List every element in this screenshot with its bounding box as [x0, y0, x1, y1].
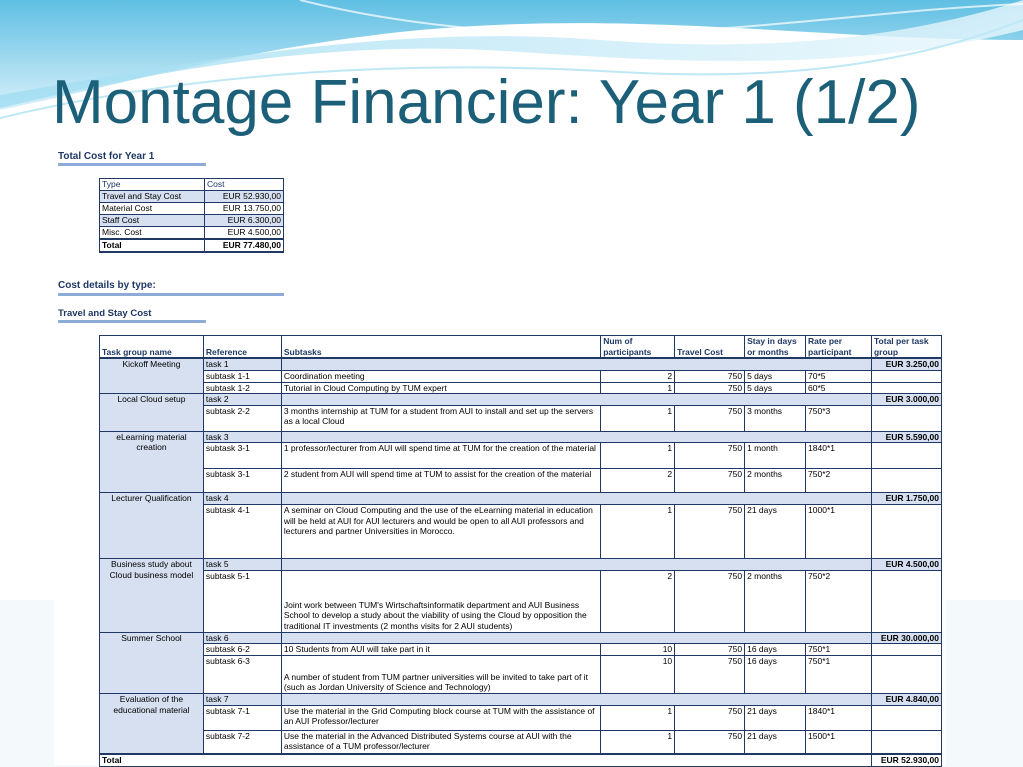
subtask-reference: subtask 3-1 [203, 443, 281, 469]
subtask-rate: 1000*1 [806, 505, 872, 559]
summary-type: Material Cost [100, 203, 205, 215]
task-row [100, 493, 942, 505]
details-heading-underline [58, 293, 284, 296]
table-row [100, 730, 942, 754]
task-reference: task 2 [203, 394, 281, 406]
subtask-total-blank [871, 469, 941, 493]
table-row [100, 215, 284, 227]
col-task-group: Task group name [100, 336, 204, 359]
subtask-description: A seminar on Cloud Computing and the use of the eLearning material in education will be held at AUI for AUI lecturers and would be open to all AUI professors and lecturers and partner Universities in Morocco. [281, 505, 600, 559]
subtask-description: 2 student from AUI will spend time at TUM to assist for the creation of the material [281, 469, 600, 493]
travel-total-row [100, 754, 942, 766]
subtask-total-blank [871, 382, 941, 394]
subtask-total-blank [871, 405, 941, 431]
col-subtasks: Subtasks [281, 336, 600, 359]
summary-type: Travel and Stay Cost [100, 191, 205, 203]
subtask-travel-cost: 750 [675, 644, 745, 656]
subtask-reference: subtask 5-1 [203, 570, 281, 632]
subtask-reference: subtask 6-3 [203, 655, 281, 693]
travel-heading: Travel and Stay Cost [58, 308, 152, 319]
subtask-travel-cost: 750 [675, 382, 745, 394]
task-reference: task 3 [203, 431, 281, 443]
col-stay: Stay in days or months [745, 336, 806, 359]
task-row-fill [281, 493, 871, 505]
task-group-total: EUR 30.000,00 [871, 632, 941, 644]
task-group-name: Kickoff Meeting [100, 358, 204, 393]
subtask-total-blank [871, 570, 941, 632]
subtask-rate: 750*1 [806, 655, 872, 693]
subtask-reference: subtask 4-1 [203, 505, 281, 559]
subtask-description: Use the material in the Grid Computing block course at TUM with the assistance of an AUI Professor/lecturer [281, 705, 600, 730]
subtask-rate: 750*3 [806, 405, 872, 431]
table-row [100, 382, 942, 394]
table-row [100, 644, 942, 656]
table-row [100, 469, 942, 493]
task-group-total: EUR 4.500,00 [871, 559, 941, 571]
subtask-description: Coordination meeting [281, 370, 600, 382]
subtask-travel-cost: 750 [675, 705, 745, 730]
subtask-reference: subtask 2-2 [203, 405, 281, 431]
subtask-num-participants: 1 [601, 730, 675, 754]
subtask-stay: 5 days [745, 382, 806, 394]
subtask-travel-cost: 750 [675, 405, 745, 431]
table-row [100, 570, 942, 632]
subtask-num-participants: 2 [601, 469, 675, 493]
col-rate: Rate per participant [806, 336, 872, 359]
subtask-total-blank [871, 505, 941, 559]
subtask-reference: subtask 1-1 [203, 370, 281, 382]
subtask-description: Joint work between TUM's Wirtschaftsinformatik department and AUI Business School to develop a study about the viability of using the Cloud by opposition the traditional IT investments (2 months visits for 2 AUI students) [281, 570, 600, 632]
subtask-num-participants: 1 [601, 705, 675, 730]
subtask-num-participants: 10 [601, 655, 675, 693]
task-group-total: EUR 3.000,00 [871, 394, 941, 406]
subtask-rate: 750*2 [806, 469, 872, 493]
travel-header-row [100, 336, 942, 359]
task-row [100, 632, 942, 644]
col-travel-cost: Travel Cost [675, 336, 745, 359]
task-row-fill [281, 358, 871, 370]
table-row [100, 655, 942, 693]
summary-col-cost: Cost [205, 179, 284, 191]
subtask-total-blank [871, 370, 941, 382]
summary-total-label: Total [100, 239, 205, 252]
summary-type: Misc. Cost [100, 227, 205, 240]
subtask-stay: 21 days [745, 505, 806, 559]
subtask-total-blank [871, 705, 941, 730]
subtask-reference: subtask 1-2 [203, 382, 281, 394]
subtask-stay: 2 months [745, 469, 806, 493]
task-group-name: Local Cloud setup [100, 394, 204, 432]
travel-cost-table [99, 335, 942, 767]
subtask-stay: 16 days [745, 644, 806, 656]
task-group-total: EUR 4.840,00 [871, 693, 941, 705]
subtask-rate: 750*1 [806, 644, 872, 656]
task-row [100, 693, 942, 705]
subtask-description: Use the material in the Advanced Distributed Systems course at AUI with the assistance of a TUM professor/lecturer [281, 730, 600, 754]
summary-col-type: Type [100, 179, 205, 191]
task-group-total: EUR 1.750,00 [871, 493, 941, 505]
task-group-total: EUR 5.590,00 [871, 431, 941, 443]
subtask-num-participants: 10 [601, 644, 675, 656]
table-row [100, 705, 942, 730]
subtask-travel-cost: 750 [675, 655, 745, 693]
table-row [100, 191, 284, 203]
subtask-description: A number of student from TUM partner universities will be invited to take part of it (such as Jordan University of Science and Technology) [281, 655, 600, 693]
task-row [100, 358, 942, 370]
summary-total-value: EUR 77.480,00 [205, 239, 284, 252]
task-row-fill [281, 559, 871, 571]
task-group-name: Lecturer Qualification [100, 493, 204, 559]
travel-total-label: Total [100, 754, 872, 766]
task-row-fill [281, 693, 871, 705]
table-row [100, 370, 942, 382]
col-num-participants: Num of participants [601, 336, 675, 359]
subtask-travel-cost: 750 [675, 469, 745, 493]
subtask-reference: subtask 6-2 [203, 644, 281, 656]
summary-cost: EUR 52.930,00 [205, 191, 284, 203]
subtask-stay: 21 days [745, 730, 806, 754]
subtask-reference: subtask 3-1 [203, 469, 281, 493]
subtask-num-participants: 1 [601, 405, 675, 431]
summary-cost: EUR 4.500,00 [205, 227, 284, 240]
task-reference: task 5 [203, 559, 281, 571]
subtask-travel-cost: 750 [675, 443, 745, 469]
subtask-stay: 21 days [745, 705, 806, 730]
subtask-travel-cost: 750 [675, 730, 745, 754]
task-row [100, 431, 942, 443]
subtask-travel-cost: 750 [675, 570, 745, 632]
summary-table [99, 178, 284, 253]
subtask-travel-cost: 750 [675, 370, 745, 382]
subtask-stay: 5 days [745, 370, 806, 382]
task-group-name: Business study about Cloud business model [100, 559, 204, 633]
document-area [54, 150, 946, 765]
subtask-stay: 3 months [745, 405, 806, 431]
task-row-fill [281, 394, 871, 406]
task-group-name: Evaluation of the educational material [100, 693, 204, 754]
table-row [100, 203, 284, 215]
task-row-fill [281, 431, 871, 443]
summary-cost: EUR 6.300,00 [205, 215, 284, 227]
task-row [100, 394, 942, 406]
travel-heading-underline [58, 320, 206, 323]
subtask-rate: 70*5 [806, 370, 872, 382]
task-reference: task 4 [203, 493, 281, 505]
subtask-rate: 750*2 [806, 570, 872, 632]
subtask-rate: 1840*1 [806, 705, 872, 730]
task-row-fill [281, 632, 871, 644]
subtask-total-blank [871, 655, 941, 693]
subtask-description: 1 professor/lecturer from AUI will spend time at TUM for the creation of the material [281, 443, 600, 469]
subtask-rate: 1840*1 [806, 443, 872, 469]
task-reference: task 6 [203, 632, 281, 644]
task-row [100, 559, 942, 571]
subtask-description: 3 months internship at TUM for a student from AUI to install and set up the servers as a local Cloud [281, 405, 600, 431]
subtask-rate: 1500*1 [806, 730, 872, 754]
subtask-num-participants: 1 [601, 505, 675, 559]
subtask-num-participants: 1 [601, 382, 675, 394]
subtask-description: 10 Students from AUI will take part in it [281, 644, 600, 656]
subtask-total-blank [871, 443, 941, 469]
subtask-total-blank [871, 730, 941, 754]
task-reference: task 7 [203, 693, 281, 705]
subtask-stay: 2 months [745, 570, 806, 632]
summary-heading-underline [58, 163, 206, 166]
subtask-num-participants: 2 [601, 370, 675, 382]
table-row [100, 405, 942, 431]
summary-heading: Total Cost for Year 1 [58, 151, 155, 162]
summary-header-row [100, 179, 284, 191]
subtask-travel-cost: 750 [675, 505, 745, 559]
col-total-per-group: Total per task group [871, 336, 941, 359]
subtask-reference: subtask 7-1 [203, 705, 281, 730]
subtask-total-blank [871, 644, 941, 656]
details-heading: Cost details by type: [58, 280, 156, 291]
summary-total-row [100, 239, 284, 252]
table-row [100, 443, 942, 469]
task-group-name: eLearning material creation [100, 431, 204, 493]
subtask-reference: subtask 7-2 [203, 730, 281, 754]
table-row [100, 505, 942, 559]
subtask-stay: 16 days [745, 655, 806, 693]
summary-type: Staff Cost [100, 215, 205, 227]
subtask-num-participants: 2 [601, 570, 675, 632]
slide-title: Montage Financier: Year 1 (1/2) [52, 68, 921, 137]
col-reference: Reference [203, 336, 281, 359]
subtask-num-participants: 1 [601, 443, 675, 469]
task-group-total: EUR 3.250,00 [871, 358, 941, 370]
task-reference: task 1 [203, 358, 281, 370]
table-row [100, 227, 284, 240]
task-group-name: Summer School [100, 632, 204, 693]
summary-cost: EUR 13.750,00 [205, 203, 284, 215]
subtask-stay: 1 month [745, 443, 806, 469]
subtask-description: Tutorial in Cloud Computing by TUM expert [281, 382, 600, 394]
travel-total-value: EUR 52.930,00 [871, 754, 941, 766]
subtask-rate: 60*5 [806, 382, 872, 394]
